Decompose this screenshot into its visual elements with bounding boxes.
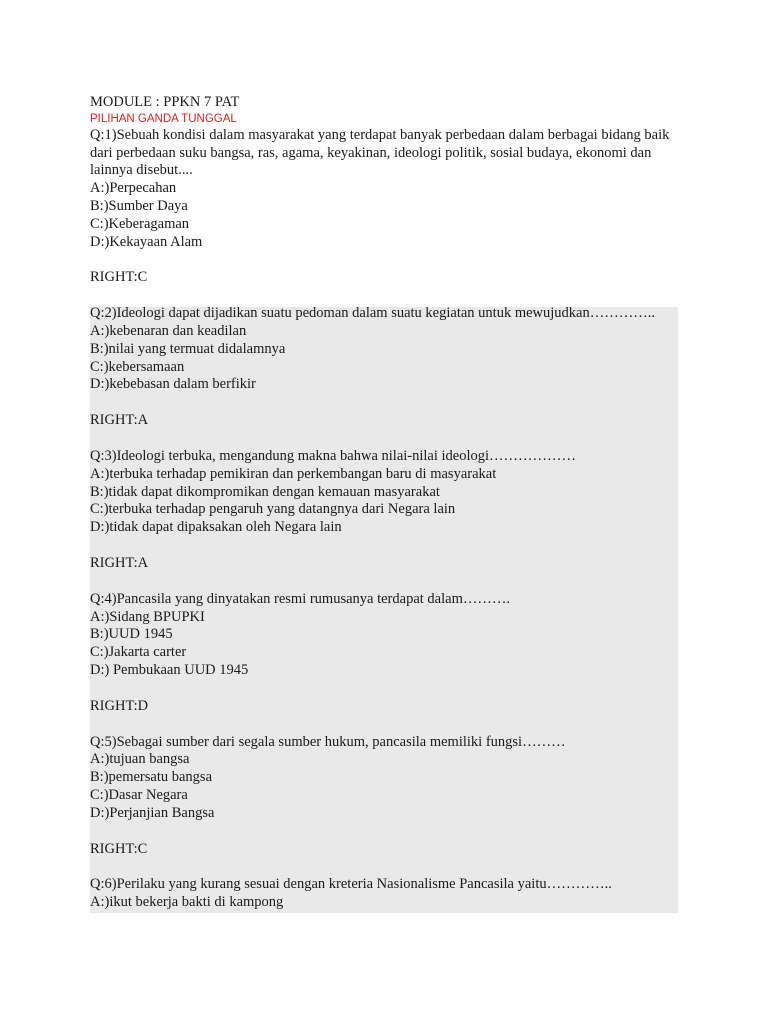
question-2 [90, 305, 678, 448]
question-text: Q:6)Perilaku yang kurang sesuai dengan kreteria Nasionalisme Pancasila yaitu………….. [90, 876, 612, 893]
question-text: Q:1)Sebuah kondisi dalam masyarakat yang terdapat banyak perbedaan dalam berbagai bidang baik dari perbedaan suku bangsa, ras, agama, keyakinan, ideologi politik, sosial budaya, ekonomi dan lainnya disebut.... [90, 126, 670, 179]
option-d: D:)tidak dapat dipaksakan oleh Negara lain [90, 519, 342, 536]
question-1 [90, 127, 678, 305]
right-answer: RIGHT:A [90, 554, 149, 571]
question-5 [90, 734, 678, 877]
question-text: Q:3)Ideologi terbuka, mengandung makna bahwa nilai-nilai ideologi……………… [90, 447, 577, 464]
question-text: Q:2)Ideologi dapat dijadikan suatu pedoman dalam suatu kegiatan untuk mewujudkan………….. [90, 305, 655, 322]
option-a: A:)tujuan bangsa [90, 751, 190, 768]
option-c: C:)kebersamaan [90, 358, 185, 375]
question-3 [90, 448, 678, 591]
option-d: D:) Pembukaan UUD 1945 [90, 661, 249, 678]
option-d: D:)Perjanjian Bangsa [90, 804, 215, 821]
question-text: Q:5)Sebagai sumber dari segala sumber hukum, pancasila memiliki fungsi……… [90, 733, 566, 750]
right-answer: RIGHT:C [90, 269, 148, 286]
option-a: A:)terbuka terhadap pemikiran dan perkembangan baru di masyarakat [90, 465, 497, 482]
option-d: D:)Kekayaan Alam [90, 233, 203, 250]
question-4 [90, 591, 678, 734]
option-c: C:)terbuka terhadap pengaruh yang datangnya dari Negara lain [90, 501, 456, 518]
right-answer: RIGHT:D [90, 697, 149, 714]
document-content [90, 94, 678, 912]
module-subtitle: PILIHAN GANDA TUNGGAL [90, 112, 237, 125]
option-b: B:)nilai yang termuat didalamnya [90, 340, 286, 357]
option-b: B:)Sumber Daya [90, 197, 188, 214]
option-c: C:)Dasar Negara [90, 786, 188, 803]
option-c: C:)Keberagaman [90, 215, 190, 232]
option-b: B:)UUD 1945 [90, 626, 173, 643]
option-c: C:)Jakarta carter [90, 644, 187, 661]
option-a: A:)kebenaran dan keadilan [90, 322, 247, 339]
right-answer: RIGHT:A [90, 412, 149, 429]
module-title: MODULE : PPKN 7 PAT [90, 94, 240, 110]
option-b: B:)tidak dapat dikompromikan dengan kemauan masyarakat [90, 483, 440, 500]
option-b: B:)pemersatu bangsa [90, 769, 213, 786]
question-text: Q:4)Pancasila yang dinyatakan resmi rumusanya terdapat dalam………. [90, 590, 510, 607]
option-a: A:)ikut bekerja bakti di kampong [90, 894, 284, 911]
option-a: A:)Perpecahan [90, 180, 177, 197]
right-answer: RIGHT:C [90, 840, 148, 857]
option-d: D:)kebebasan dalam berfikir [90, 376, 256, 393]
question-6 [90, 876, 678, 912]
option-a: A:)Sidang BPUPKI [90, 608, 205, 625]
